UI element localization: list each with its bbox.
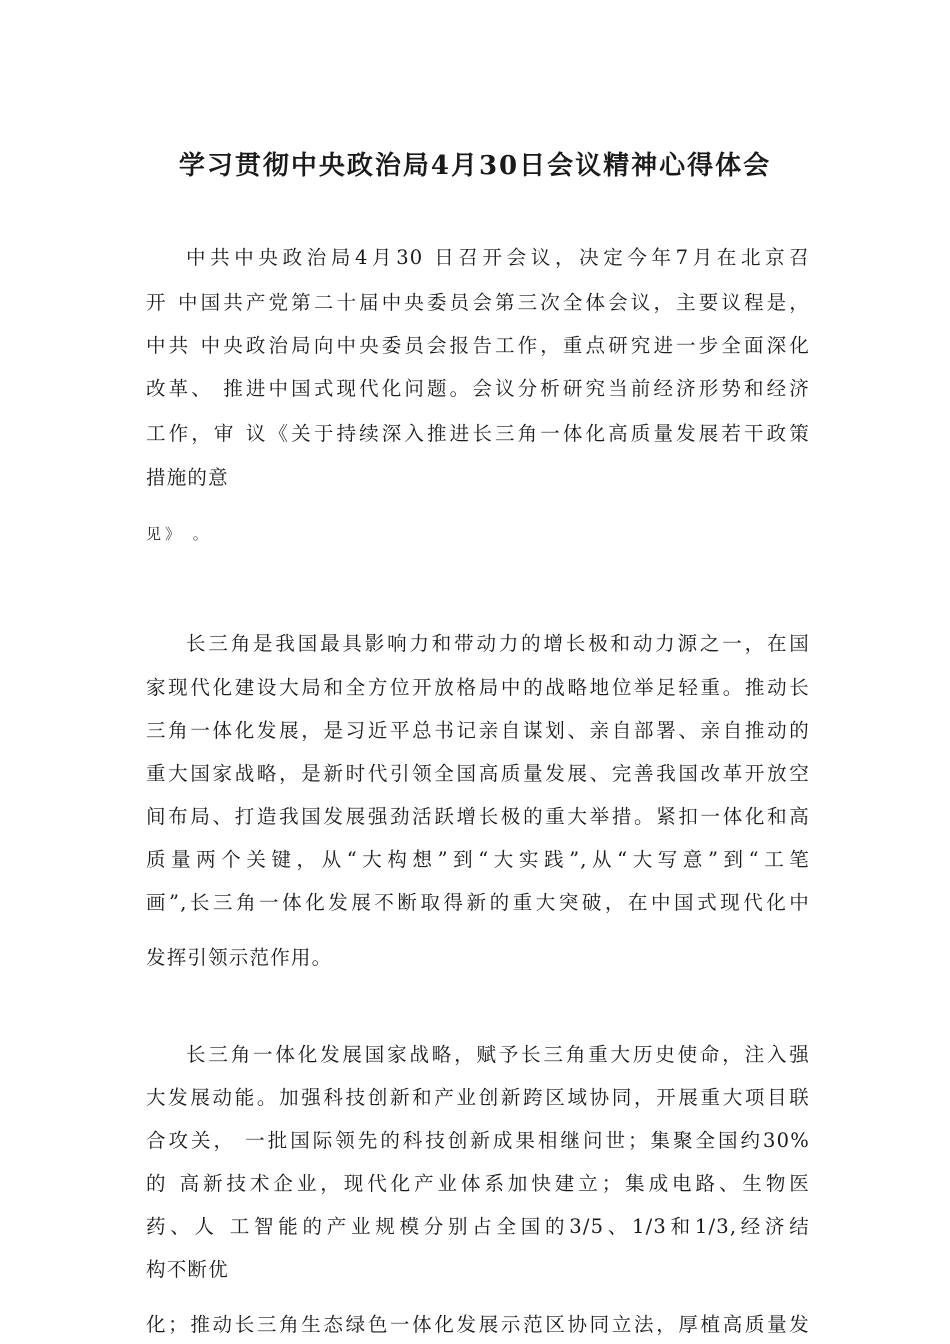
paragraph-1-line-3: 中共 中央政治局向中央委员会报告工作，重点研究进一步全面深化 <box>146 334 810 357</box>
paragraph-2-line-7: 画”,长三角一体化发展不断取得新的重大突破，在中国式现代化中 <box>146 891 810 914</box>
document-title: 学习贯彻中央政治局4月30日会议精神心得体会 <box>178 151 772 181</box>
paragraph-3-line-5: 药、人 工智能的产业规模分别占全国的3/5、1/3和1/3,经济结 <box>146 1215 810 1238</box>
paragraph-3-line-2: 大发展动能。加强科技创新和产业创新跨区域协同，开展重大项目联 <box>146 1086 810 1109</box>
paragraph-3-line-1: 长三角一体化发展国家战略，赋予长三角重大历史使命，注入强 <box>186 1043 810 1066</box>
paragraph-1-line-5: 工作，审 议《关于持续深入推进长三角一体化高质量发展若干政策 <box>146 422 810 445</box>
paragraph-2-line-6: 质量两个关键，从“大构想”到“大实践”,从“大写意”到“工笔 <box>146 848 810 871</box>
paragraph-2-line-4: 重大国家战略，是新时代引领全国高质量发展、完善我国改革开放空 <box>146 762 810 785</box>
paragraph-3-line-7: 化；推动长三角生态绿色一体化发展示范区协同立法，厚植高质量发 <box>146 1313 810 1336</box>
paragraph-2-line-3: 三角一体化发展，是习近平总书记亲自谋划、亲自部署、亲自推动的 <box>146 719 810 742</box>
paragraph-1-line-7: 见》 。 <box>146 525 212 543</box>
paragraph-1-line-2: 开 中国共产党第二十届中央委员会第三次全体会议，主要议程是， <box>146 291 810 314</box>
paragraph-3-line-6: 构不断优 <box>146 1258 229 1281</box>
paragraph-2-line-5: 间布局、打造我国发展强劲活跃增长极的重大举措。紧扣一体化和高 <box>146 805 810 828</box>
paragraph-1-line-1: 中共中央政治局4月30 日召开会议，决定今年7月在北京召 <box>186 246 810 269</box>
paragraph-2-line-2: 家现代化建设大局和全方位开放格局中的战略地位举足轻重。推动长 <box>146 676 810 699</box>
paragraph-3-line-3: 合攻关， 一批国际领先的科技创新成果相继问世；集聚全国约30% <box>146 1129 810 1152</box>
paragraph-1-line-6: 措施的意 <box>146 466 229 489</box>
paragraph-2-line-8: 发挥引领示范作用。 <box>146 946 333 969</box>
paragraph-1-line-4: 改革、 推进中国式现代化问题。会议分析研究当前经济形势和经济 <box>146 377 810 400</box>
paragraph-2-line-1: 长三角是我国最具影响力和带动力的增长极和动力源之一，在国 <box>186 632 810 655</box>
paragraph-3-line-4: 的 高新技术企业，现代化产业体系加快建立；集成电路、生物医 <box>146 1172 810 1195</box>
